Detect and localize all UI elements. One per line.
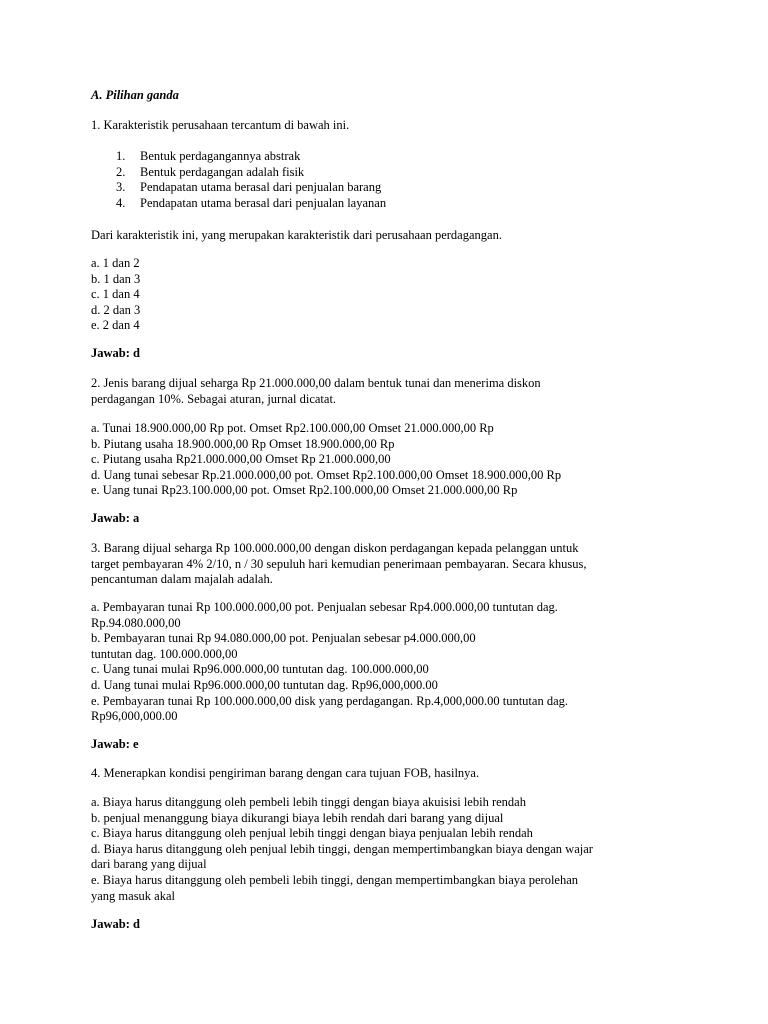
question-2-text (91, 376, 698, 407)
option-line: yang masuk akal (91, 888, 176, 903)
question-4-options (91, 795, 698, 904)
list-item (116, 165, 698, 181)
option-line: e. Pembayaran tunai Rp 100.000.000,00 disk yang perdagangan. Rp.4,000,000.00 tuntutan dag. (91, 693, 569, 708)
list-item (116, 180, 698, 196)
option-d: d. 2 dan 3 (91, 302, 141, 317)
option-line: tuntutan dag. 100.000.000,00 (91, 646, 238, 661)
question-2-answer: Jawab: a (91, 511, 140, 525)
option-line: e. Biaya harus ditanggung oleh pembeli lebih tinggi, dengan mempertimbangkan biaya perolehan (91, 872, 579, 887)
option-line: Rp96,000,000.00 (91, 709, 178, 724)
question-line: 3. Barang dijual seharga Rp 100.000.000,00 dengan diskon perdagangan kepada pelanggan untuk (91, 541, 579, 555)
question-line: 2. Jenis barang dijual seharga Rp 21.000.000,00 dalam bentuk tunai dan menerima diskon (91, 376, 541, 390)
option-line: a. Biaya harus ditanggung oleh pembeli lebih tinggi dengan biaya akuisisi lebih rendah (91, 795, 526, 809)
section-title: A. Pilihan ganda (91, 88, 179, 102)
option-line: a. Pembayaran tunai Rp 100.000.000,00 pot. Penjualan sebesar Rp4.000.000,00 tuntutan dag. (91, 600, 558, 614)
question-3-options (91, 600, 698, 725)
question-line: pencantuman dalam majalah adalah. (91, 572, 273, 587)
list-item-text: Bentuk perdagangannya abstrak (140, 149, 301, 163)
list-item (116, 149, 698, 165)
question-4-answer: Jawab: d (91, 917, 140, 931)
option-b: b. 1 dan 3 (91, 271, 141, 286)
option-line: dari barang yang dijual (91, 857, 207, 872)
option-b: b. Piutang usaha 18.900.000,00 Rp Omset 18.900.000,00 Rp (91, 436, 395, 451)
question-3-answer: Jawab: e (91, 737, 139, 751)
option-e: e. Uang tunai Rp23.100.000,00 pot. Omset Rp2.100.000,00 Omset 21.000.000,00 Rp (91, 483, 518, 498)
question-line: target pembayaran 4% 2/10, n / 30 sepuluh hari kemudian penerimaan pembayaran. Secara khusus, (91, 556, 587, 571)
list-item-number: 4. (116, 195, 126, 210)
option-line: d. Biaya harus ditanggung oleh penjual lebih tinggi, dengan mempertimbangkan biaya dengan wajar (91, 841, 593, 856)
option-line: c. Biaya harus ditanggung oleh penjual lebih tinggi dengan biaya penjualan lebih rendah (91, 826, 533, 841)
question-1-options (91, 256, 698, 334)
list-item-number: 2. (116, 164, 126, 179)
list-item-text: Pendapatan utama berasal dari penjualan layanan (140, 195, 387, 210)
question-1-statement-list (116, 149, 698, 211)
list-item-text: Bentuk perdagangan adalah fisik (140, 164, 305, 179)
option-e: e. 2 dan 4 (91, 318, 140, 333)
question-1-text: 1. Karakteristik perusahaan tercantum di bawah ini. (91, 118, 350, 132)
question-line: perdagangan 10%. Sebagai aturan, jurnal dicatat. (91, 391, 337, 406)
option-line: c. Uang tunai mulai Rp96.000.000,00 tuntutan dag. 100.000.000,00 (91, 662, 429, 677)
question-3-text (91, 541, 698, 588)
question-4-text: 4. Menerapkan kondisi pengiriman barang dengan cara tujuan FOB, hasilnya. (91, 766, 480, 780)
list-item-number: 3. (116, 180, 126, 195)
option-c: c. Piutang usaha Rp21.000.000,00 Omset Rp 21.000.000,00 (91, 452, 391, 467)
option-a: a. 1 dan 2 (91, 256, 140, 270)
list-item-text: Pendapatan utama berasal dari penjualan barang (140, 180, 382, 195)
option-line: b. Pembayaran tunai Rp 94.080.000,00 pot. Penjualan sebesar p4.000.000,00 (91, 631, 476, 646)
option-line: b. penjual menanggung biaya dikurangi biaya lebih rendah dari barang yang dijual (91, 810, 504, 825)
option-d: d. Uang tunai sebesar Rp.21.000.000,00 pot. Omset Rp2.100.000,00 Omset 18.900.000,00 Rp (91, 467, 562, 482)
question-1-prompt: Dari karakteristik ini, yang merupakan karakteristik dari perusahaan perdagangan. (91, 228, 502, 242)
option-line: Rp.94.080.000,00 (91, 615, 181, 630)
question-1-answer: Jawab: d (91, 346, 140, 360)
option-a: a. Tunai 18.900.000,00 Rp pot. Omset Rp2.100.000,00 Omset 21.000.000,00 Rp (91, 421, 494, 435)
question-2-options (91, 421, 698, 499)
list-item-number: 1. (116, 149, 126, 163)
list-item (116, 196, 698, 212)
option-line: d. Uang tunai mulai Rp96.000.000,00 tuntutan dag. Rp96,000,000.00 (91, 677, 438, 692)
option-c: c. 1 dan 4 (91, 287, 140, 302)
